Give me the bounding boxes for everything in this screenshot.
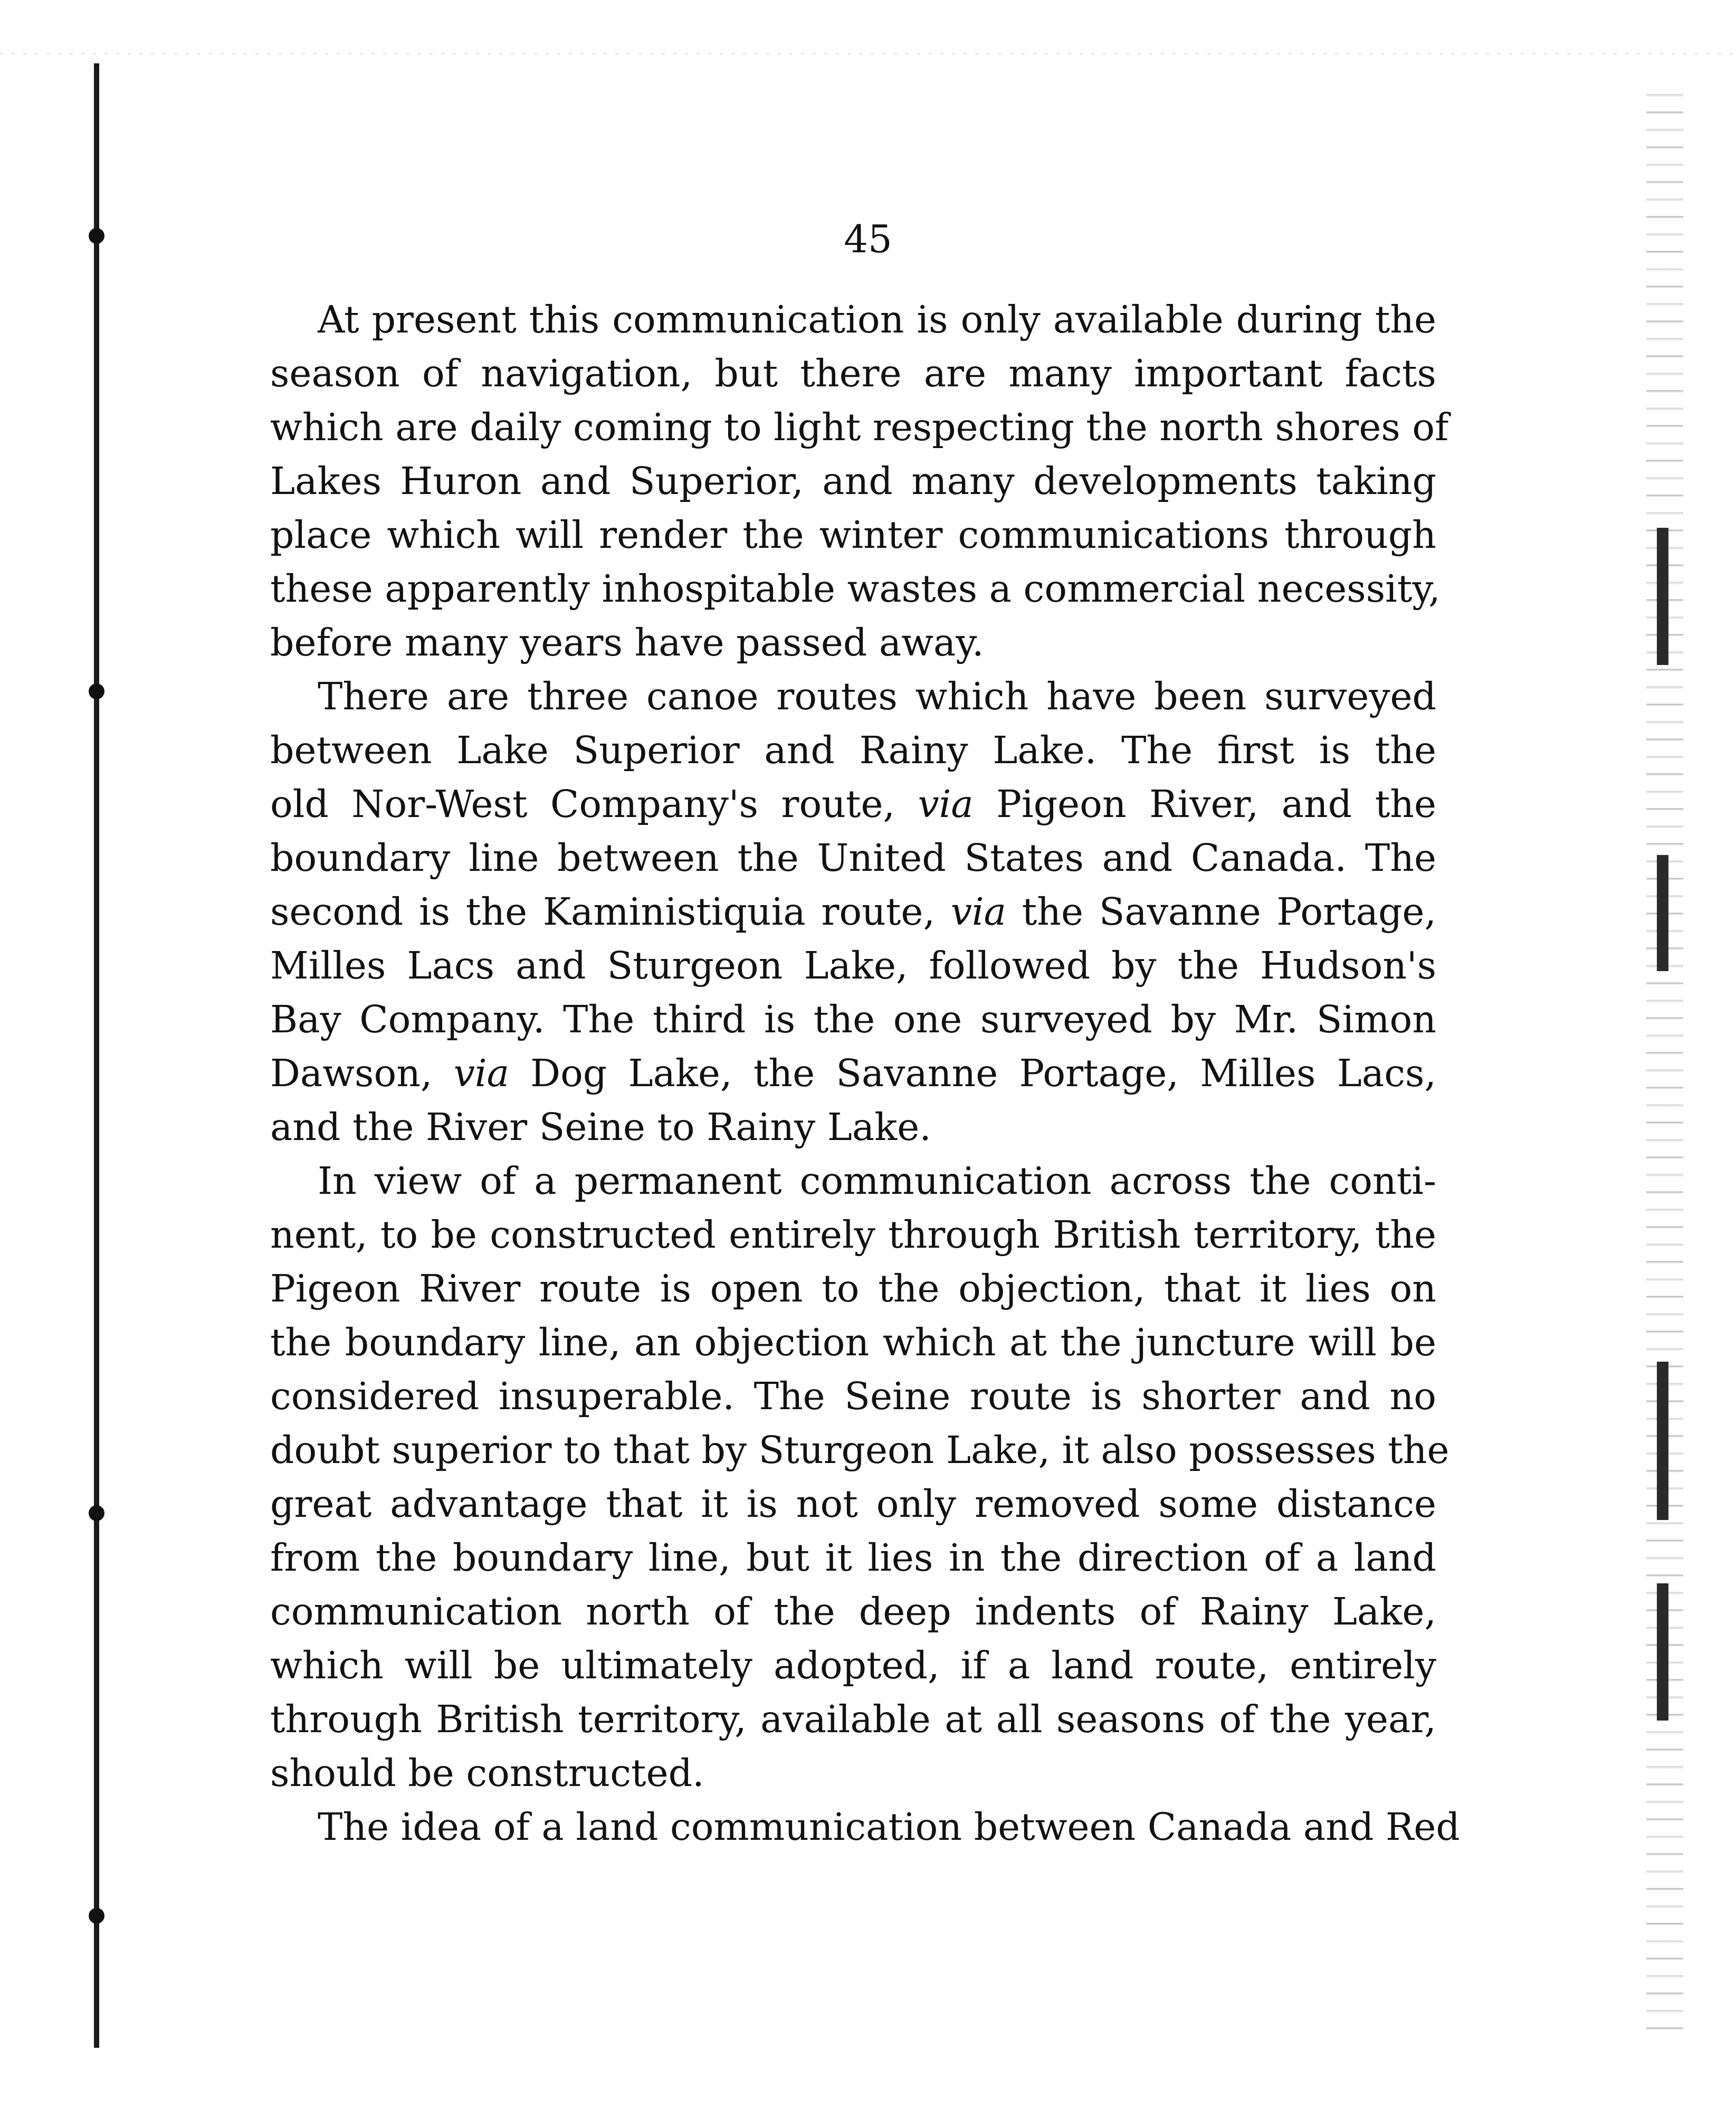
binding-hole xyxy=(89,1505,104,1521)
text-line: Milles Lacs and Sturgeon Lake, followed by the Hudson's xyxy=(270,944,1436,987)
text-line: Pigeon River route is open to the objection, that it lies on xyxy=(270,1267,1436,1310)
paragraph xyxy=(270,670,1436,1154)
top-edge-noise xyxy=(0,53,1736,54)
body-text xyxy=(270,293,1460,1854)
text-line: Dawson, via Dog Lake, the Savanne Portage, Milles Lacs, xyxy=(270,1051,1436,1095)
text-line: which will be ultimately adopted, if a land route, entirely xyxy=(270,1644,1436,1687)
text-line: In view of a permanent communication across the conti- xyxy=(318,1159,1436,1203)
text-line: the boundary line, an objection which at the juncture will be xyxy=(270,1320,1436,1364)
right-edge-noise xyxy=(1646,79,1683,2032)
text-line: place which will render the winter communications through xyxy=(270,513,1436,557)
text-line: considered insuperable. The Seine route is shorter and no xyxy=(270,1374,1436,1418)
text-line: through British territory, available at all seasons of the year, xyxy=(270,1697,1436,1741)
text-line: nent, to be constructed entirely through British territory, the xyxy=(270,1213,1436,1257)
right-edge-shadow xyxy=(1657,855,1668,971)
text-line: between Lake Superior and Rainy Lake. The first is the xyxy=(270,728,1436,772)
text-line: and the River Seine to Rainy Lake. xyxy=(270,1105,931,1149)
text-line: which are daily coming to light respecting the north shores of xyxy=(270,405,1449,449)
text-line: before many years have passed away. xyxy=(270,621,984,664)
text-line: doubt superior to that by Sturgeon Lake, it also possesses the xyxy=(270,1428,1449,1472)
right-edge-shadow xyxy=(1657,1362,1668,1520)
text-line: There are three canoe routes which have been surveyed xyxy=(318,674,1436,718)
right-edge-shadow xyxy=(1657,528,1668,665)
text-line: season of navigation, but there are many important facts xyxy=(270,352,1436,395)
text-line: The idea of a land communication between Canada and Red xyxy=(318,1805,1460,1849)
text-line: boundary line between the United States and Canada. The xyxy=(270,836,1436,880)
page-number: 45 xyxy=(844,217,892,261)
text-line: should be constructed. xyxy=(270,1751,704,1795)
binding-edge-line xyxy=(94,63,99,2048)
paragraph xyxy=(270,293,1449,670)
binding-hole xyxy=(89,1908,104,1924)
paragraph xyxy=(270,1154,1449,1800)
text-line: these apparently inhospitable wastes a commercial necessity, xyxy=(270,567,1441,611)
binding-hole xyxy=(89,683,104,699)
text-line: Bay Company. The third is the one surveyed by Mr. Simon xyxy=(270,998,1436,1041)
text-line: great advantage that it is not only removed some distance xyxy=(270,1482,1436,1526)
text-line: old Nor-West Company's route, via Pigeon River, and the xyxy=(270,782,1436,826)
text-line: second is the Kaministiquia route, via the Savanne Portage, xyxy=(270,890,1436,934)
paragraph xyxy=(270,1800,1460,1854)
text-line: At present this communication is only available during the xyxy=(318,298,1436,341)
text-line: from the boundary line, but it lies in the direction of a land xyxy=(270,1536,1436,1580)
right-edge-shadow xyxy=(1657,1583,1668,1721)
text-line: communication north of the deep indents of Rainy Lake, xyxy=(270,1590,1436,1633)
text-line: Lakes Huron and Superior, and many developments taking xyxy=(270,459,1436,503)
